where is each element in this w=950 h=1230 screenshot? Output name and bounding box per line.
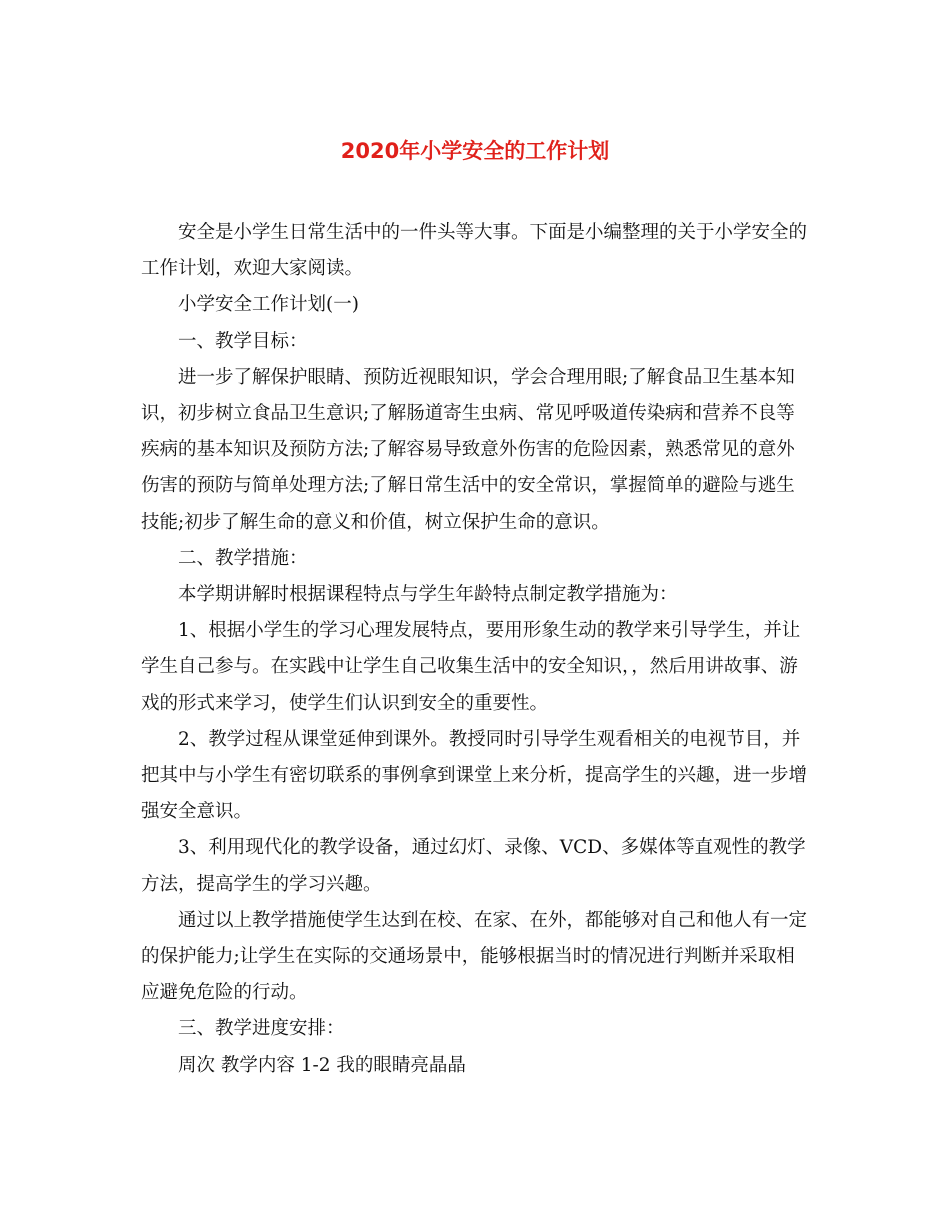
section-heading-schedule: 三、教学进度安排： bbox=[178, 1018, 345, 1040]
measure-item-2: 2、教学过程从课堂延伸到课外。教授同时引导学生观看相关的电视节目，并把其中与小学生有密切联系的事例拿到课堂上来分析，提高学生的兴趣，进一步增强安全意识。 bbox=[141, 728, 808, 823]
teaching-goals-paragraph: 进一步了解保护眼睛、预防近视眼知识，学会合理用眼;了解食品卫生基本知识，初步树立食品卫生意识;了解肠道寄生虫病、常见呼吸道传染病和营养不良等疾病的基本知识及预防方法;了解容易导致意外伤害的危险因素，熟悉常见的意外伤害的预防与简单处理方法;了解日常生活中的安全常识，掌握简单的避险与逃生技能;初步了解生命的意义和价值，树立保护生命的意识。 bbox=[141, 366, 795, 533]
measures-summary-paragraph: 通过以上教学措施使学生达到在校、在家、在外，都能够对自己和他人有一定的保护能力;让学生在实际的交通场景中，能够根据当时的情况进行判断并采取相应避免危险的行动。 bbox=[141, 909, 808, 1004]
section-heading-teaching-goals: 一、教学目标： bbox=[178, 330, 308, 352]
document-body bbox=[141, 215, 811, 1084]
measures-intro-paragraph: 本学期讲解时根据课程特点与学生年龄特点制定教学措施为： bbox=[178, 584, 678, 606]
section-heading-plan-one: 小学安全工作计划(一) bbox=[178, 294, 359, 316]
schedule-table-row: 周次 教学内容 1-2 我的眼睛亮晶晶 bbox=[178, 1054, 466, 1076]
intro-paragraph: 安全是小学生日常生活中的一件头等大事。下面是小编整理的关于小学安全的工作计划，欢迎大家阅读。 bbox=[141, 222, 808, 280]
measure-item-3: 3、利用现代化的教学设备，通过幻灯、录像、VCD、多媒体等直观性的教学方法，提高学生的学习兴趣。 bbox=[141, 837, 806, 895]
section-heading-teaching-measures: 二、教学措施： bbox=[178, 547, 308, 569]
measure-item-1: 1、根据小学生的学习心理发展特点，要用形象生动的教学来引导学生，并让学生自己参与。在实践中让学生自己收集生活中的安全知识，，然后用讲故事、游戏的形式来学习，使学生们认识到安全的重要性。 bbox=[141, 620, 801, 714]
document-title: 2020年小学安全的工作计划 bbox=[340, 139, 610, 163]
